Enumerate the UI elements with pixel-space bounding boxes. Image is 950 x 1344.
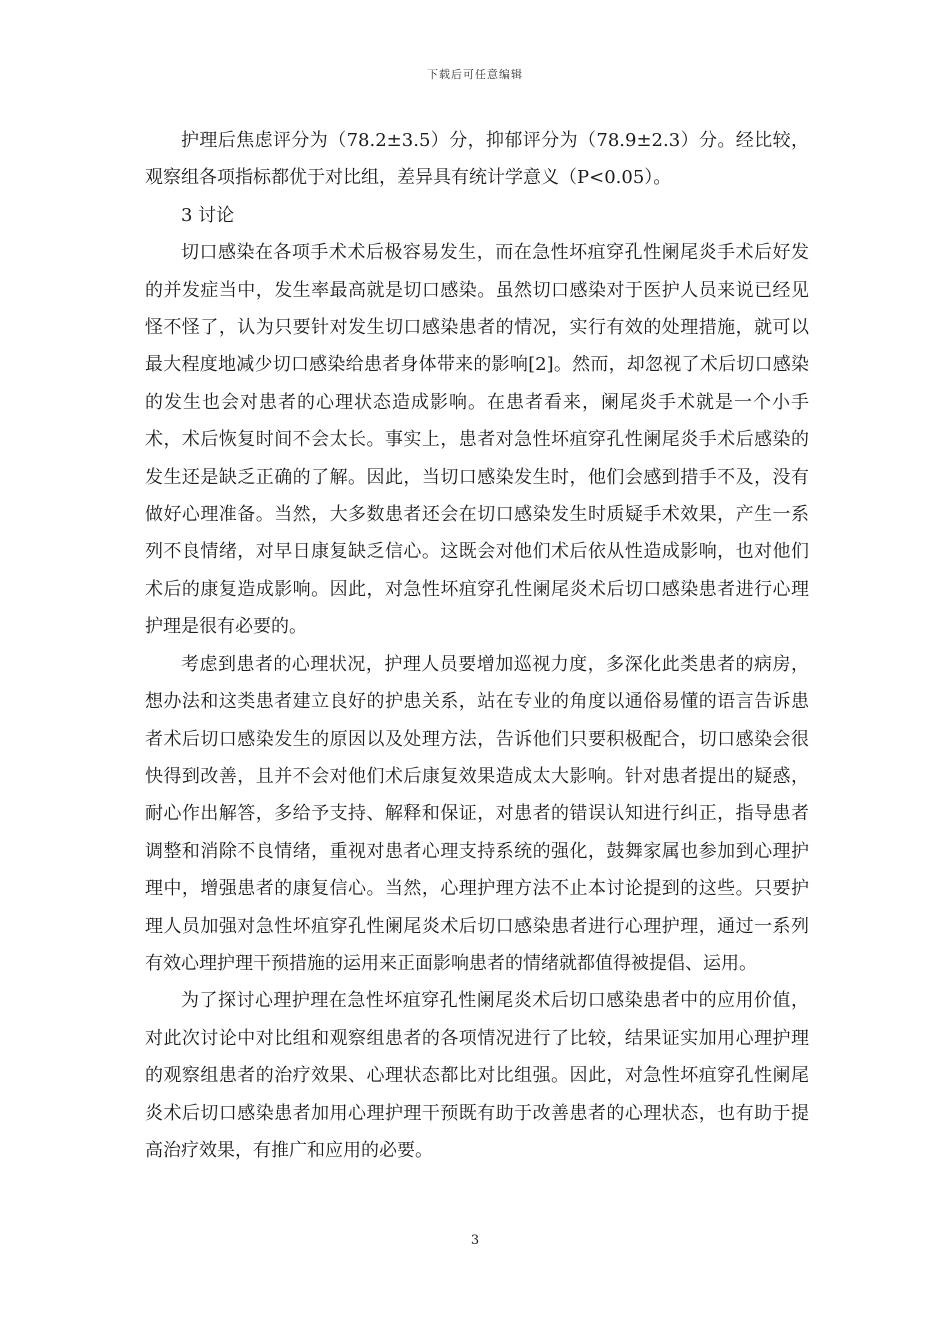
page-number: 3 [470, 1233, 480, 1248]
paragraph-results-summary: 护理后焦虑评分为（78.2±3.5）分，抑郁评分为（78.9±2.3）分。经比较，观察组各项指标都优于对比组，差异具有统计学意义（P<0.05）。 [145, 130, 809, 189]
document-body [145, 122, 809, 1169]
page-header: 下载后可任意编辑 [427, 68, 523, 81]
section-heading-discussion: 3 讨论 [181, 204, 235, 226]
paragraph-discussion-2: 考虑到患者的心理状况，护理人员要增加巡视力度，多深化此类患者的病房，想办法和这类患者建立良好的护患关系，站在专业的角度以通俗易懂的语言告诉患者术后切口感染发生的原因以及处理方法，告诉他们只要积极配合，切口感染会很快得到改善，且并不会对他们术后康复效果造成太大影响。针对患者提出的疑惑，耐心作出解答，多给予支持、解释和保证，对患者的错误认知进行纠正，指导患者调整和消除不良情绪，重视对患者心理支持系统的强化，鼓舞家属也参加到心理护理中，增强患者的康复信心。当然，心理护理方法不止本讨论提到的这些。只要护理人员加强对急性坏疽穿孔性阑尾炎术后切口感染患者进行心理护理，通过一系列有效心理护理干预措施的运用来正面影响患者的情绪就都值得被提倡、运用。 [145, 653, 809, 974]
paragraph-discussion-1: 切口感染在各项手术术后极容易发生，而在急性坏疽穿孔性阑尾炎手术后好发的并发症当中，发生率最高就是切口感染。虽然切口感染对于医护人员来说已经见怪不怪了，认为只要针对发生切口感染患者的情况，实行有效的处理措施，就可以最大程度地减少切口感染给患者身体带来的影响[2]。然而，却忽视了术后切口感染的发生也会对患者的心理状态造成影响。在患者看来，阑尾炎手术就是一个小手术，术后恢复时间不会太长。事实上，患者对急性坏疽穿孔性阑尾炎手术后感染的发生还是缺乏正确的了解。因此，当切口感染发生时，他们会感到措手不及，没有做好心理准备。当然，大多数患者还会在切口感染发生时质疑手术效果，产生一系列不良情绪，对早日康复缺乏信心。这既会对他们术后依从性造成影响，也对他们术后的康复造成影响。因此，对急性坏疽穿孔性阑尾炎术后切口感染患者进行心理护理是很有必要的。 [145, 242, 809, 638]
paragraph-discussion-3: 为了探讨心理护理在急性坏疽穿孔性阑尾炎术后切口感染患者中的应用价值，对此次讨论中对比组和观察组患者的各项情况进行了比较，结果证实加用心理护理的观察组患者的治疗效果、心理状态都比对比组强。因此，对急性坏疽穿孔性阑尾炎术后切口感染患者加用心理护理干预既有助于改善患者的心理状态，也有助于提高治疗效果，有推广和应用的必要。 [145, 990, 809, 1161]
